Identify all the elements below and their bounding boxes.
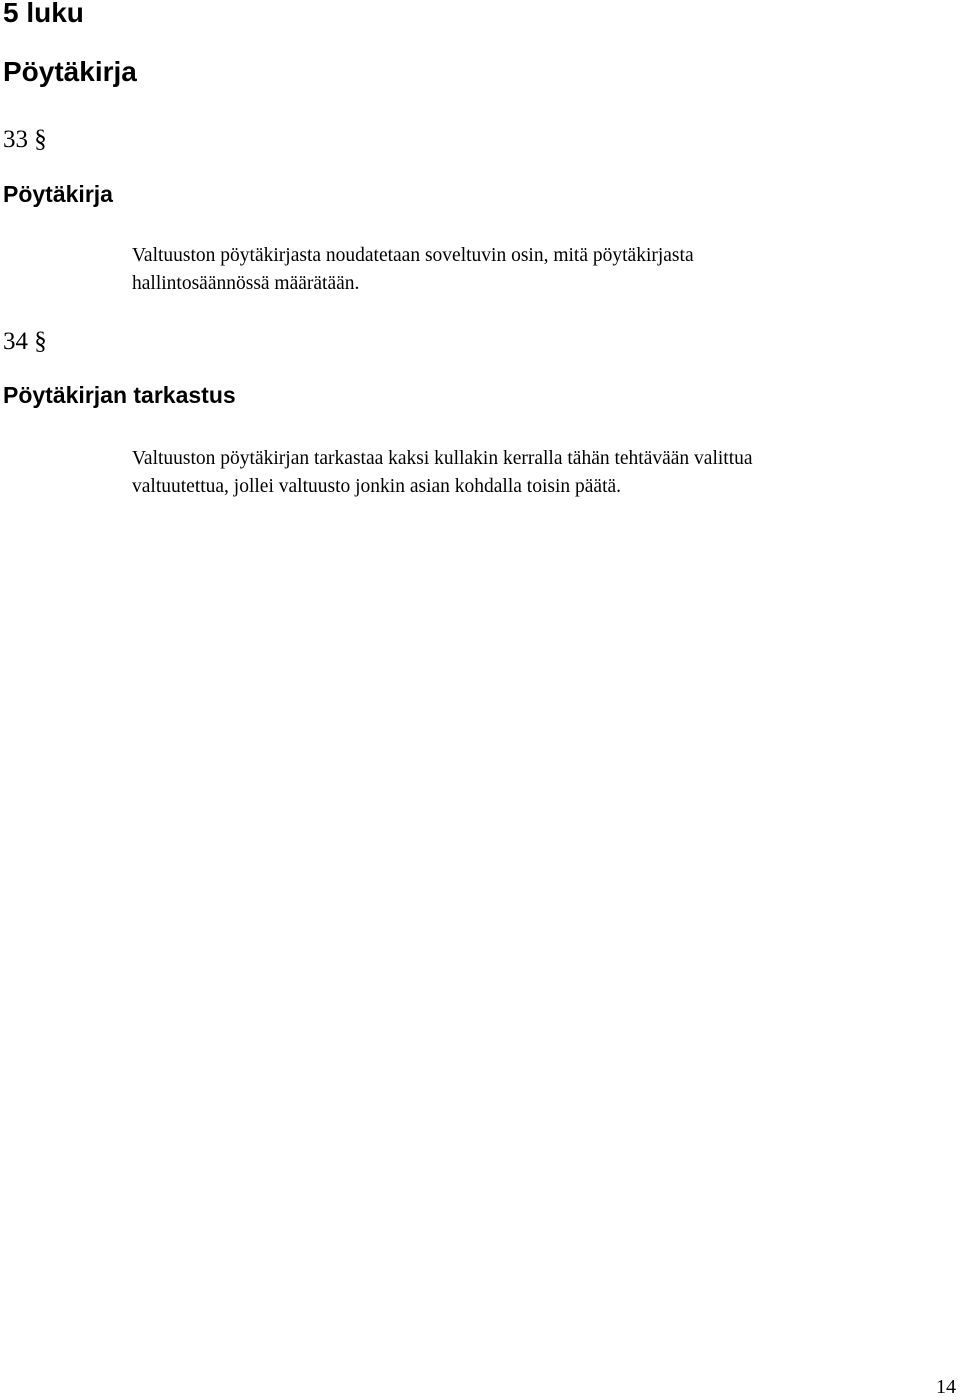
section-33-title: Pöytäkirja bbox=[3, 181, 113, 207]
section-34-body bbox=[132, 445, 753, 501]
section-33-body-line-1: Valtuuston pöytäkirjasta noudatetaan soveltuvin osin, mitä pöytäkirjasta bbox=[132, 245, 694, 266]
section-33-body-line-2: hallintosäännössä määrätään. bbox=[132, 273, 360, 294]
chapter-title: 5 luku bbox=[3, 0, 84, 28]
section-34-number: 34 § bbox=[3, 328, 47, 355]
section-33-number: 33 § bbox=[3, 126, 47, 153]
section-33-body bbox=[132, 242, 694, 298]
section-34-title: Pöytäkirjan tarkastus bbox=[3, 382, 236, 408]
chapter-subtitle: Pöytäkirja bbox=[3, 56, 137, 87]
section-34-body-line-1: Valtuuston pöytäkirjan tarkastaa kaksi kullakin kerralla tähän tehtävään valittua bbox=[132, 448, 753, 469]
section-34-body-line-2: valtuutettua, jollei valtuusto jonkin asian kohdalla toisin päätä. bbox=[132, 476, 622, 497]
page-number: 14 bbox=[936, 1376, 956, 1398]
